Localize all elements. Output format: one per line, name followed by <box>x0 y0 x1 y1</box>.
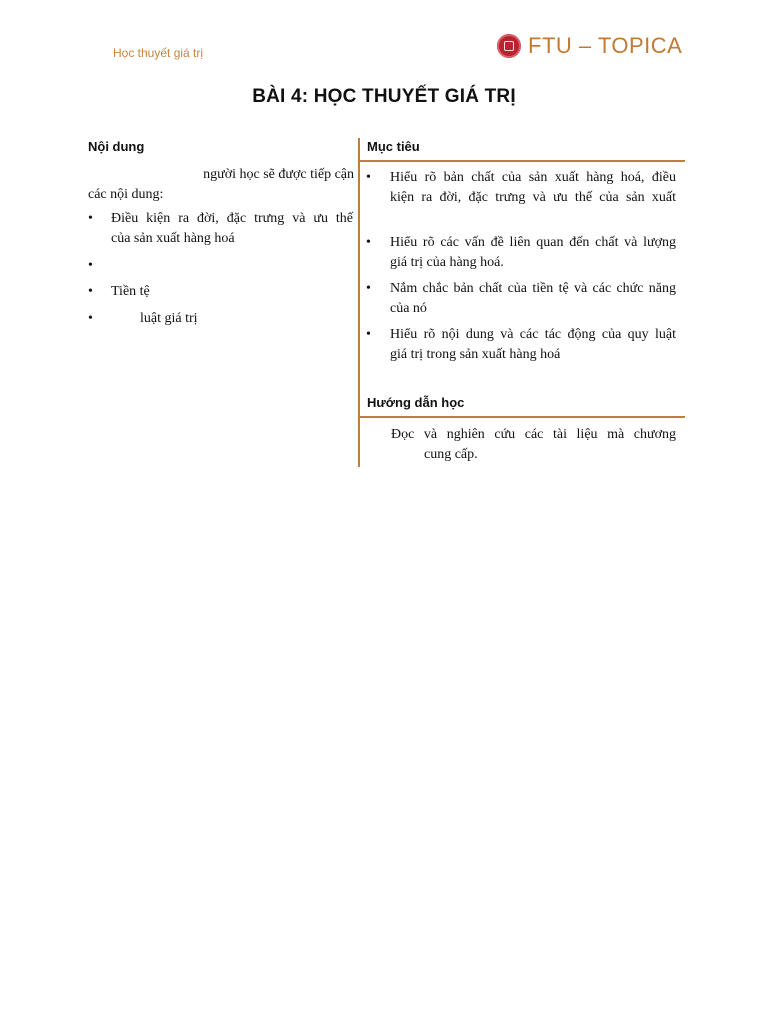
content-heading: Nội dung <box>88 139 145 154</box>
intro-text-line2: các nội dung: <box>88 187 164 202</box>
list-item <box>88 209 353 249</box>
bullet-icon: • <box>88 258 93 273</box>
study-guide-heading: Hướng dẫn học <box>367 395 465 410</box>
list-item <box>366 233 678 273</box>
bullet-icon: • <box>366 327 371 342</box>
list-item-text: Điều kiện ra đời, đặc trưng và ưu thế <box>111 211 353 226</box>
study-guide-text-cont: cung cấp. <box>424 447 478 462</box>
list-item-text-cont: giá trị trong sản xuất hàng hoá <box>390 347 561 362</box>
list-item-text: Hiểu rõ bản chất của sản xuất hàng hoá, điều <box>390 170 676 185</box>
list-item <box>366 279 678 319</box>
list-item <box>88 282 353 302</box>
list-item-text: Nắm chắc bản chất của tiền tệ và các chức năng <box>390 281 676 296</box>
list-item-text-cont: kiện ra đời, đặc trưng và ưu thế của sản xuất <box>390 190 676 205</box>
study-guide-rule <box>360 416 685 418</box>
list-item <box>366 325 678 365</box>
list-item-text: Hiểu rõ nội dung và các tác động của quy luật <box>390 327 676 342</box>
bullet-icon: • <box>88 311 93 326</box>
list-item-text-cont: giá trị của hàng hoá. <box>390 255 504 270</box>
list-item-text: Hiểu rõ các vấn đề liên quan đến chất và lượng <box>390 235 676 250</box>
list-item-text: luật giá trị <box>140 311 198 326</box>
bullet-icon: • <box>366 235 371 250</box>
bullet-icon: • <box>366 170 371 185</box>
ftu-seal-icon <box>497 34 521 58</box>
intro-text-line1: người học sẽ được tiếp cận <box>203 167 354 182</box>
page-title: BÀI 4: HỌC THUYẾT GIÁ TRỊ <box>252 86 516 107</box>
study-guide-text: Đọc và nghiên cứu các tài liệu mà chương <box>391 427 676 442</box>
list-item-text-cont: của nó <box>390 301 427 316</box>
bullet-icon: • <box>366 281 371 296</box>
objectives-heading: Mục tiêu <box>367 139 420 154</box>
running-header: Học thuyết giá trị <box>113 46 204 60</box>
list-item-text: Tiền tệ <box>111 284 150 299</box>
list-item <box>88 309 353 329</box>
list-item-text-cont: của sản xuất hàng hoá <box>111 231 235 246</box>
objectives-rule <box>360 160 685 162</box>
logo-text: FTU – TOPICA <box>528 33 683 58</box>
list-item <box>366 168 678 208</box>
bullet-icon: • <box>88 284 93 299</box>
ftu-topica-logo <box>497 33 682 59</box>
bullet-icon: • <box>88 211 93 226</box>
list-item <box>88 256 353 276</box>
